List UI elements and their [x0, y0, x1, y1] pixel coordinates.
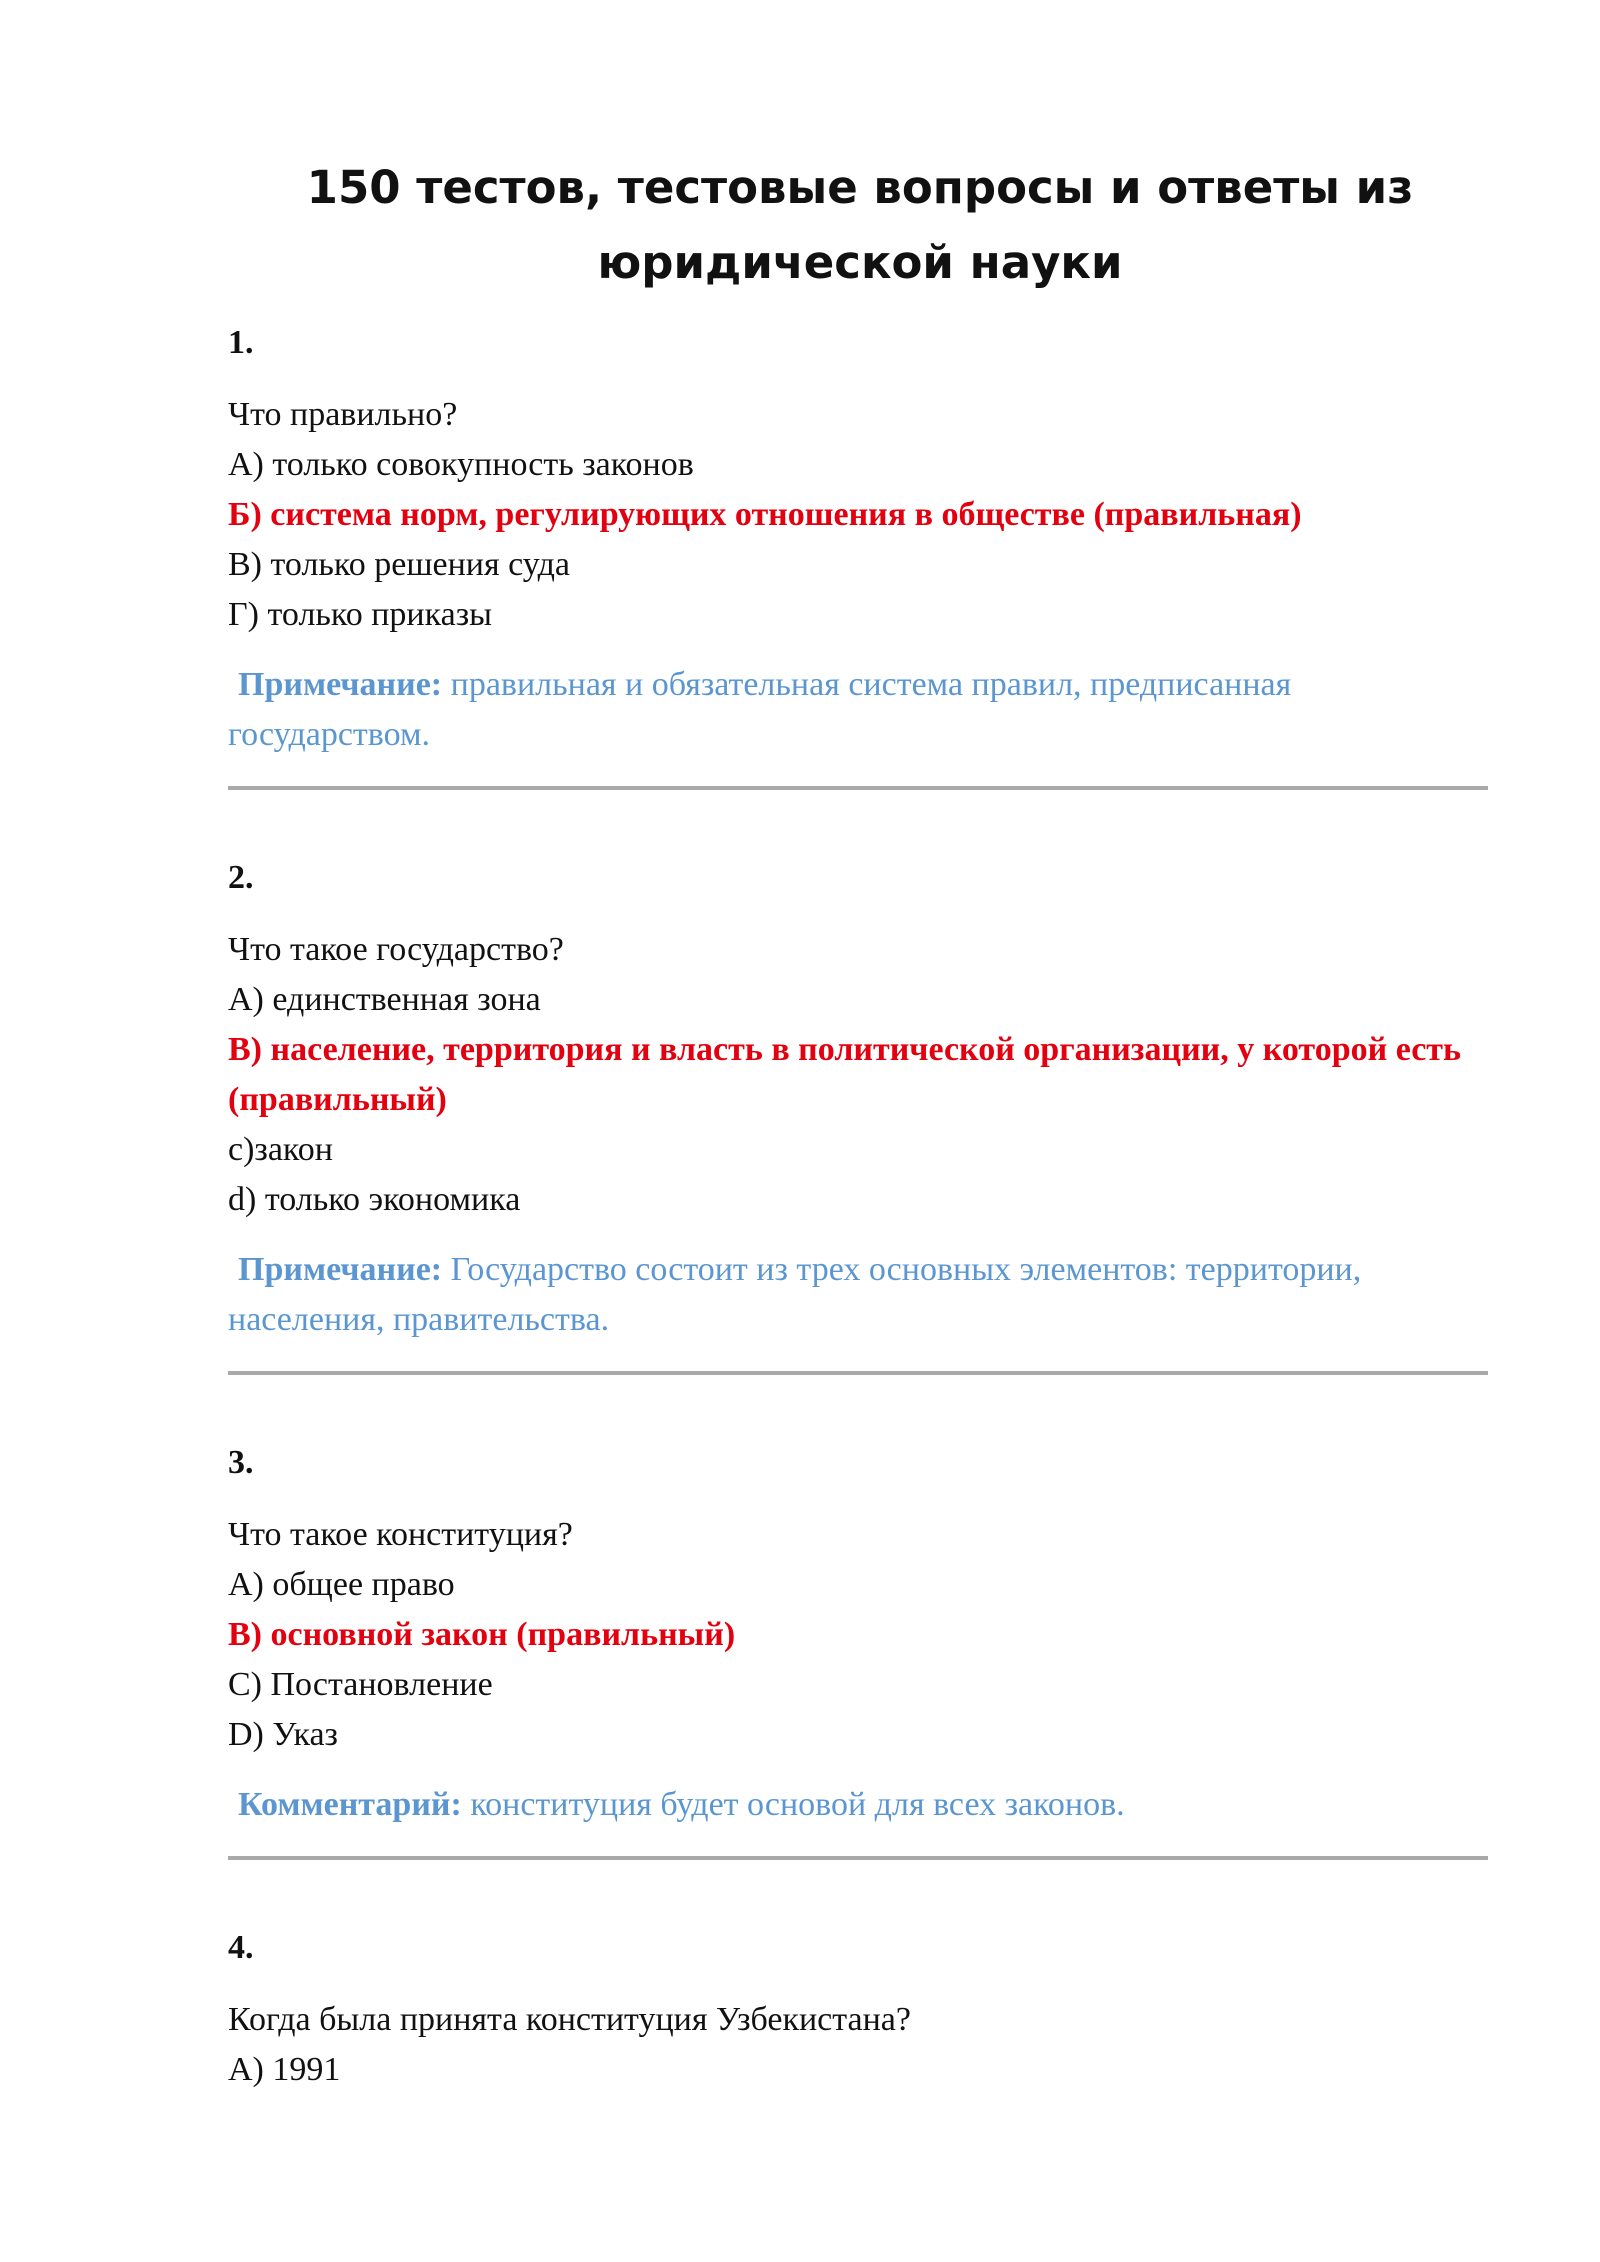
note-label: Примечание: — [238, 1251, 443, 1288]
answer-option: А) 1991 — [228, 2051, 341, 2088]
answer-option: D) Указ — [228, 1716, 338, 1753]
question-note — [228, 1245, 1488, 1345]
answer-option: В) только решения суда — [228, 546, 571, 583]
answer-option: Г) только приказы — [228, 596, 492, 633]
question-number: 1. — [228, 324, 254, 361]
note-label: Примечание: — [238, 666, 443, 703]
answer-option: d) только экономика — [228, 1181, 521, 1218]
answer-option: А) единственная зона — [228, 981, 541, 1018]
note-label: Комментарий: — [238, 1786, 462, 1823]
document-title: 150 тестов, тестовые вопросы и ответы из юридической науки — [306, 161, 1414, 289]
question-text: Что правильно? — [228, 396, 458, 433]
question-number: 3. — [228, 1444, 254, 1481]
correct-answer-option: Б) система норм, регулирующих отношения в обществе (правильная) — [228, 496, 1302, 533]
note-text: конституция будет основой для всех законов. — [461, 1786, 1125, 1823]
question-divider — [228, 1856, 1488, 1860]
answer-option: А) общее право — [228, 1566, 455, 1603]
question-text: Что такое государство? — [228, 931, 564, 968]
question-block — [228, 318, 1488, 790]
question-block — [228, 1438, 1488, 1860]
note-text: Государство состоит из трех основных элементов: территории, населения, правительства. — [228, 1251, 1362, 1338]
question-text: Когда была принята конституция Узбекистана? — [228, 2001, 911, 2038]
question-text: Что такое конституция? — [228, 1516, 573, 1553]
question-block — [228, 1923, 1488, 2095]
question-note — [228, 660, 1488, 760]
question-divider — [228, 1371, 1488, 1375]
note-text: правильная и обязательная система правил, предписанная государством. — [228, 666, 1292, 753]
question-number: 4. — [228, 1929, 254, 1966]
question-note — [228, 1780, 1488, 1830]
question-number: 2. — [228, 859, 254, 896]
answer-option: C) Постановление — [228, 1666, 493, 1703]
question-block — [228, 853, 1488, 1375]
correct-answer-option: В) население, территория и власть в политической организации, у которой есть (правильный) — [228, 1031, 1461, 1118]
answer-option: А) только совокупность законов — [228, 446, 694, 483]
answer-option: c)закон — [228, 1131, 333, 1168]
question-divider — [228, 786, 1488, 790]
correct-answer-option: В) основной закон (правильный) — [228, 1616, 736, 1653]
